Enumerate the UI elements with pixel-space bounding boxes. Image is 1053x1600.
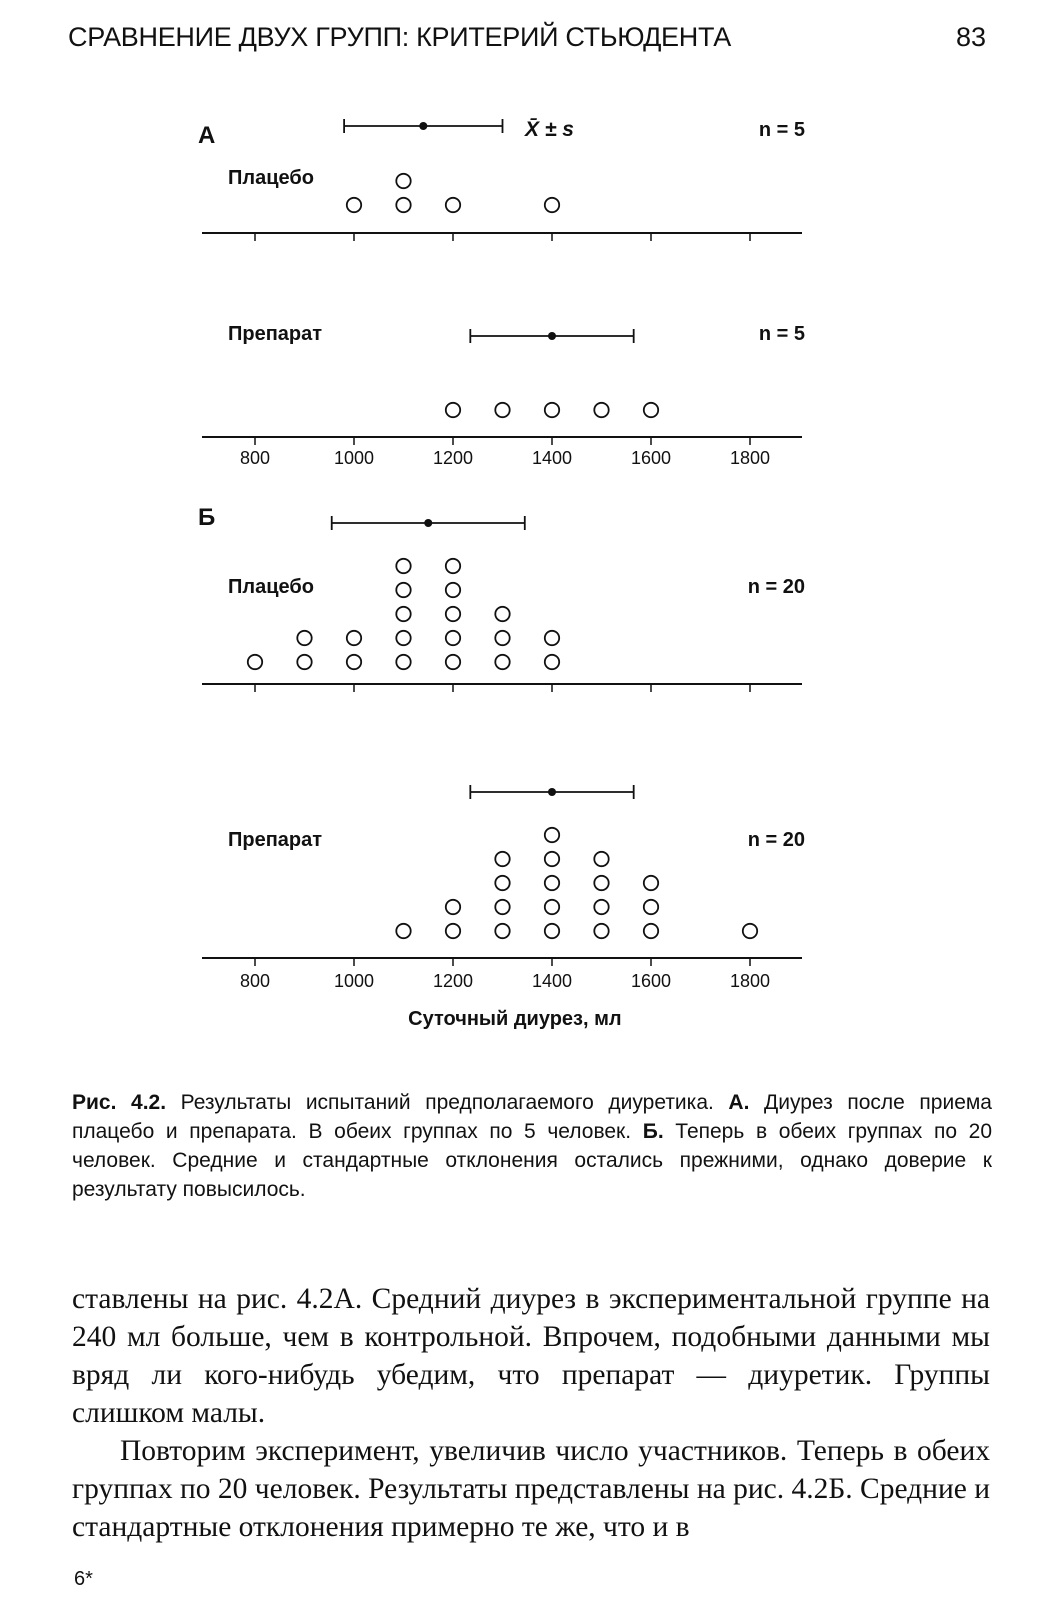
data-point (545, 924, 559, 938)
n-label: n = 20 (747, 576, 805, 598)
x-tick-label: 800 (239, 971, 271, 991)
footnote-mark: 6* (74, 1568, 93, 1590)
x-tick-label: 1600 (630, 448, 672, 468)
data-point (495, 403, 509, 417)
data-point (396, 924, 410, 938)
panel-label: Б (198, 504, 216, 531)
x-tick-label: 1600 (630, 971, 672, 991)
x-tick-label: 1400 (531, 448, 573, 468)
caption-a-label: А. (728, 1091, 750, 1114)
data-point (347, 198, 361, 212)
data-point (446, 924, 460, 938)
data-point (446, 198, 460, 212)
data-point (446, 655, 460, 669)
body-paragraph-2: Повторим эксперимент, увеличив число участников. Теперь в обеих группах по 20 человек. Результаты представлены на рис. 4.2Б. Средние и стандартные отклонения примерно те же, что и в (72, 1435, 991, 1543)
legend-mean-sd: X̄ ± s (525, 118, 574, 141)
x-tick-label: 1000 (333, 448, 375, 468)
x-tick-label: 1000 (333, 971, 375, 991)
data-point (545, 852, 559, 866)
data-point (396, 607, 410, 621)
data-point (545, 900, 559, 914)
data-point (644, 403, 658, 417)
mean-marker (548, 332, 556, 340)
data-point (594, 924, 608, 938)
caption-label: Рис. 4.2. (72, 1091, 167, 1114)
group-label: Препарат (228, 323, 323, 345)
data-point (495, 631, 509, 645)
data-point (743, 924, 757, 938)
page-number: 83 (955, 22, 986, 52)
data-point (396, 559, 410, 573)
data-point (396, 655, 410, 669)
group-label: Препарат (228, 829, 323, 851)
data-point (495, 852, 509, 866)
data-point (644, 900, 658, 914)
data-point (297, 655, 311, 669)
x-tick-label: 1200 (432, 448, 474, 468)
x-tick-label: 1400 (531, 971, 573, 991)
n-label: n = 20 (747, 829, 805, 851)
caption-text-1: Результаты испытаний предполагаемого диуретика. (166, 1091, 729, 1114)
mean-marker (424, 519, 432, 527)
x-tick-label: 1800 (729, 448, 771, 468)
n-label: n = 5 (758, 323, 805, 345)
data-point (396, 174, 410, 188)
data-point (396, 631, 410, 645)
running-title: СРАВНЕНИЕ ДВУХ ГРУПП: КРИТЕРИЙ СТЬЮДЕНТА (68, 22, 731, 52)
data-point (644, 876, 658, 890)
data-point (644, 924, 658, 938)
data-point (594, 876, 608, 890)
data-point (297, 631, 311, 645)
data-point (446, 403, 460, 417)
data-point (495, 900, 509, 914)
data-point (446, 583, 460, 597)
data-point (248, 655, 262, 669)
data-point (396, 583, 410, 597)
mean-marker (548, 788, 556, 796)
caption-b-label: Б. (642, 1120, 664, 1143)
data-point (495, 655, 509, 669)
x-tick-label: 800 (239, 448, 271, 468)
data-point (347, 631, 361, 645)
data-point (495, 607, 509, 621)
panel-label: А (198, 122, 216, 149)
data-point (446, 631, 460, 645)
caption-text-3: Теперь в обеих группах по 20 человек. Средние и стандартные отклонения остались прежними, однако доверие к результату повысилось. (72, 1120, 992, 1201)
data-point (545, 198, 559, 212)
group-label: Плацебо (228, 576, 314, 598)
data-point (594, 900, 608, 914)
caption-text-2: Диурез после приема плацебо и препарата. В обеих группах по 5 человек. (72, 1091, 992, 1143)
data-point (347, 655, 361, 669)
data-point (594, 403, 608, 417)
data-point (446, 607, 460, 621)
x-tick-label: 1800 (729, 971, 771, 991)
figure-caption (72, 1088, 992, 1204)
data-point (594, 852, 608, 866)
data-point (545, 828, 559, 842)
group-label: Плацебо (228, 167, 314, 189)
body-text (72, 1280, 990, 1546)
data-point (495, 924, 509, 938)
data-point (545, 403, 559, 417)
x-axis-label: Суточный диурез, мл (408, 1008, 622, 1030)
data-point (446, 559, 460, 573)
data-point (495, 876, 509, 890)
data-point (545, 631, 559, 645)
body-paragraph-1: ставлены на рис. 4.2А. Средний диурез в экспериментальной группе на 240 мл больше, чем в контрольной. Впрочем, подобными данными мы вряд ли кого-нибудь убедим, что препарат — диуретик. Группы слишком малы. (72, 1283, 990, 1429)
x-tick-label: 1200 (432, 971, 474, 991)
n-label: n = 5 (758, 119, 805, 141)
data-point (446, 900, 460, 914)
mean-marker (419, 122, 427, 130)
data-point (545, 876, 559, 890)
data-point (396, 198, 410, 212)
data-point (545, 655, 559, 669)
